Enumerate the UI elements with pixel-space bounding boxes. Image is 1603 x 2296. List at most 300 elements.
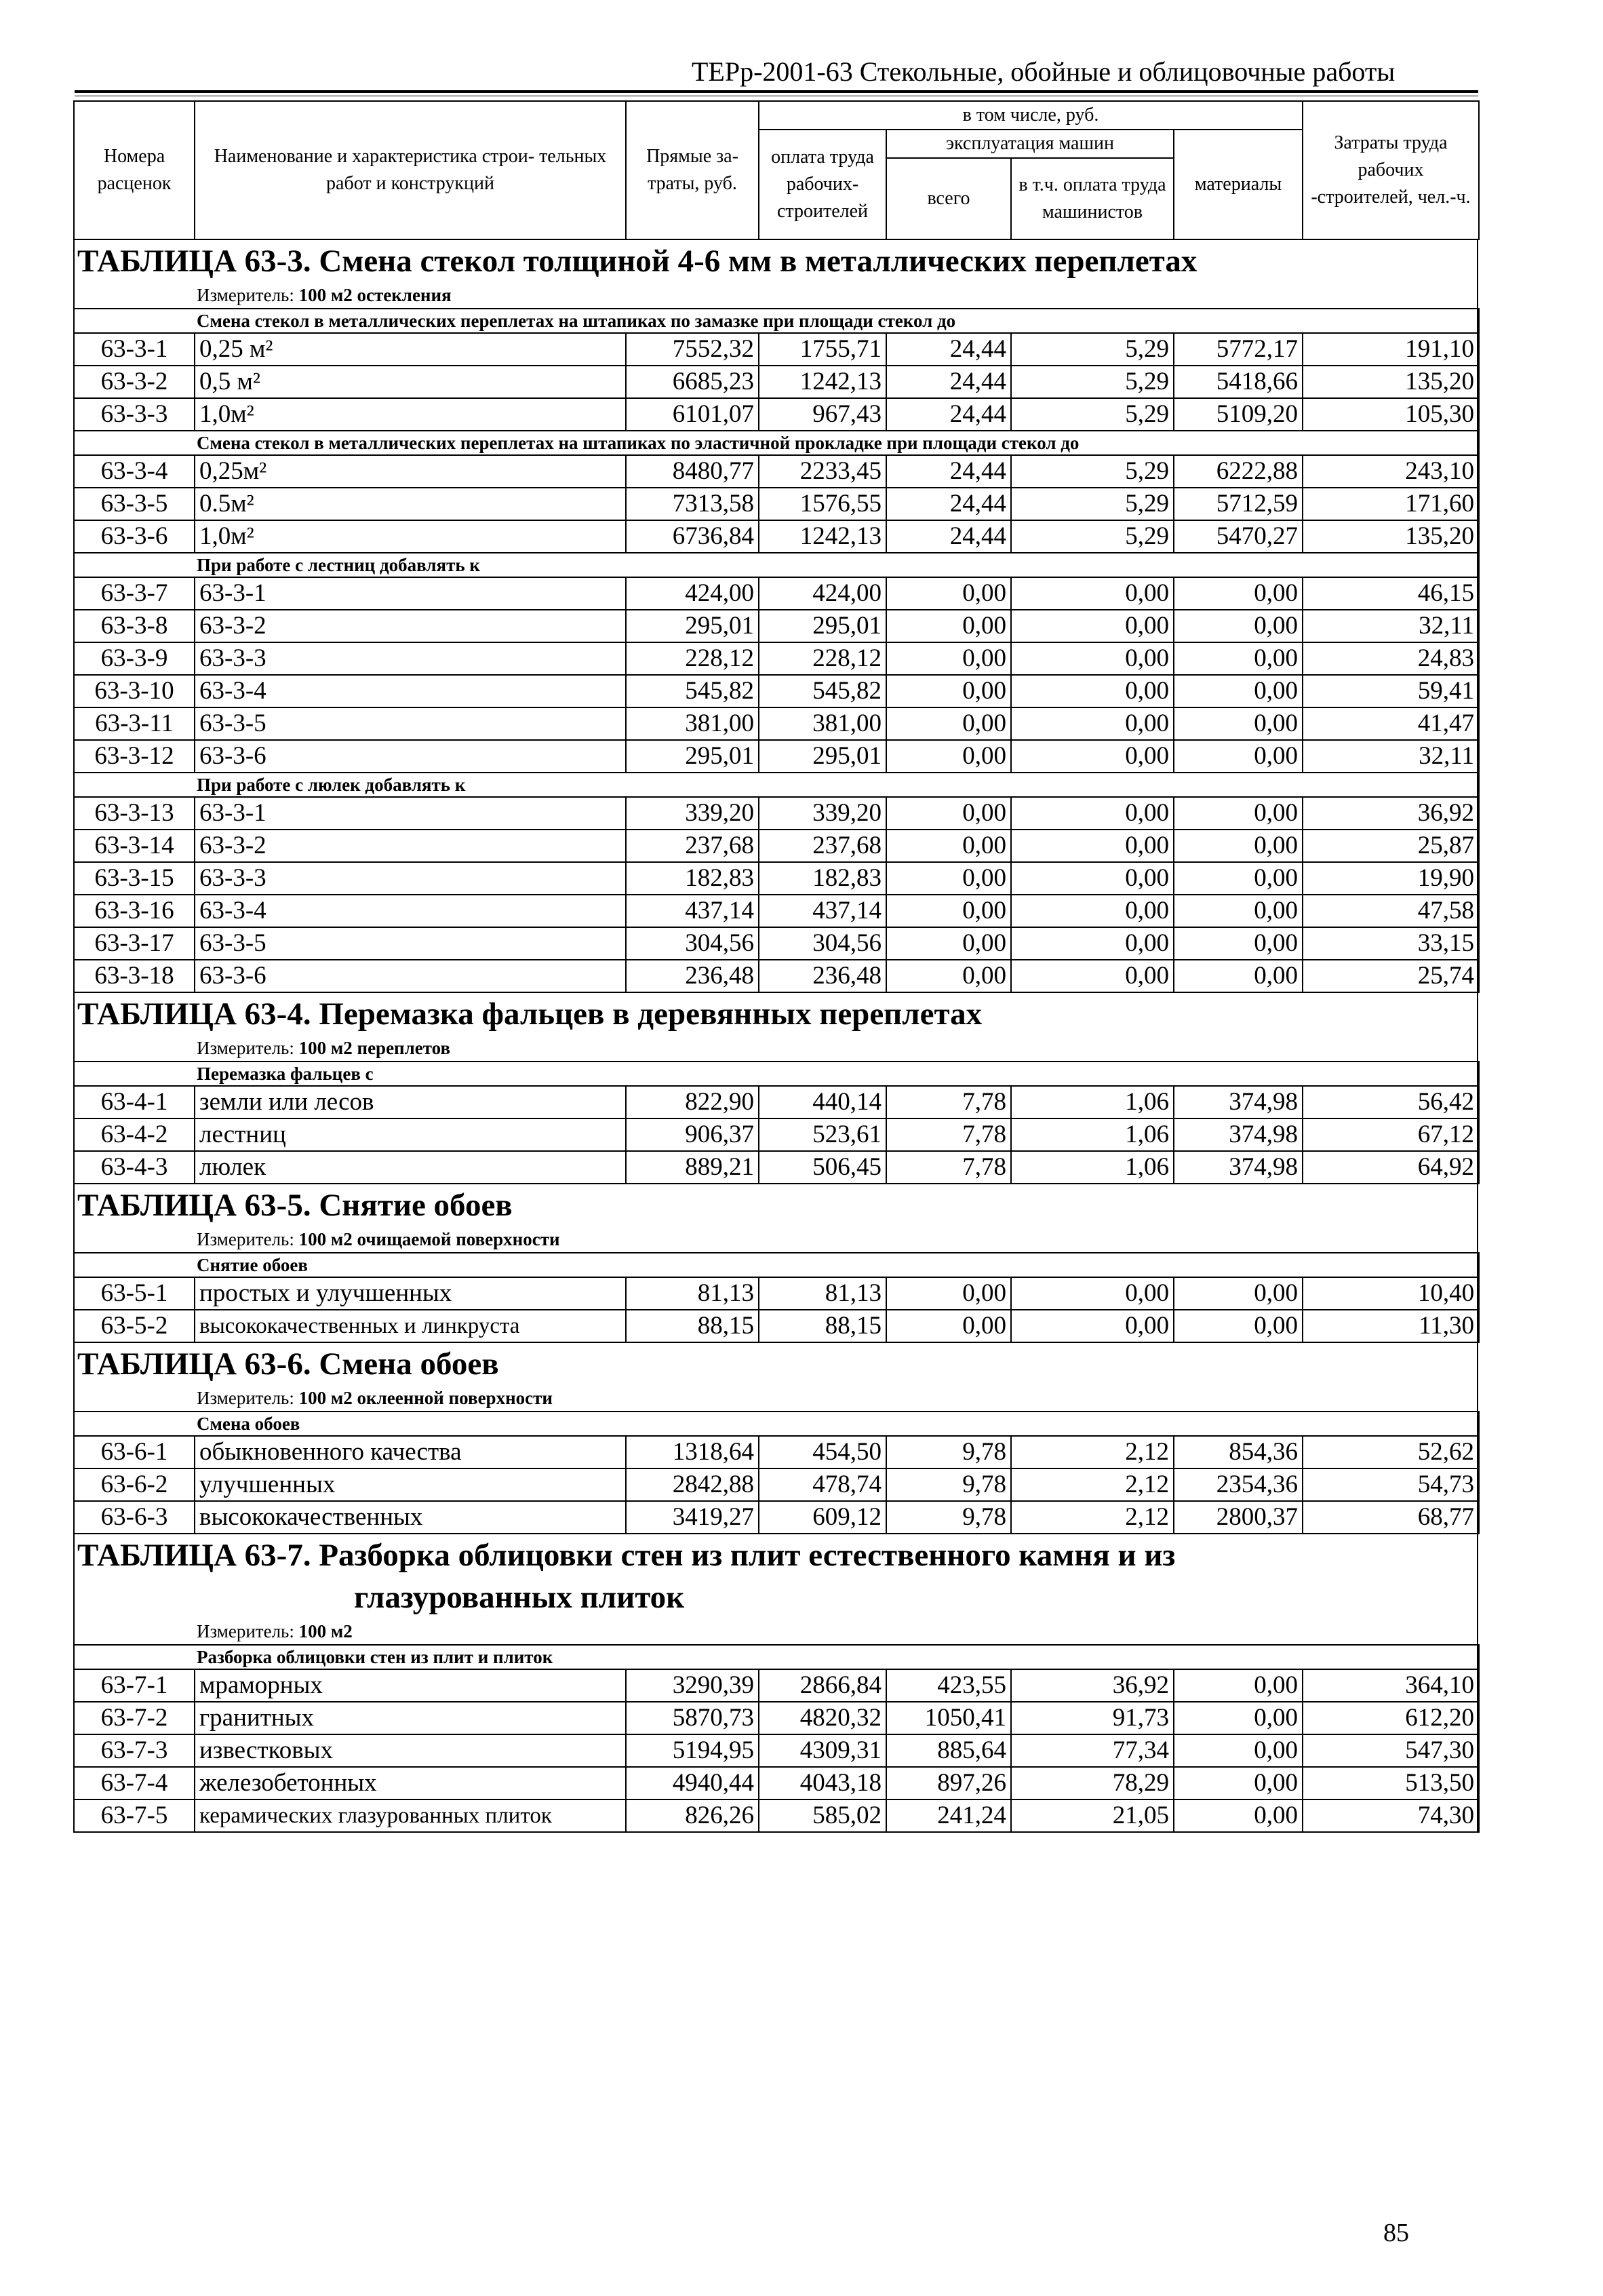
table-row: [74, 577, 1479, 610]
table-title: ТАБЛИЦА 63-5. Снятие обоев: [77, 1188, 513, 1223]
materials-cost: 5712,59: [1174, 488, 1303, 520]
direct-cost: 304,56: [626, 927, 759, 960]
labor-hours: 243,10: [1303, 455, 1479, 488]
labor-pay: 236,48: [759, 960, 886, 992]
machines-total: 9,78: [886, 1501, 1011, 1534]
machines-total: 7,78: [886, 1151, 1011, 1184]
machinist-pay: 0,00: [1011, 797, 1174, 830]
machines-total: 0,00: [886, 862, 1011, 895]
group-heading-row: [74, 431, 1479, 455]
direct-cost: 381,00: [626, 707, 759, 740]
table-section: [75, 1534, 1477, 1833]
table-row: [74, 675, 1479, 707]
work-name: обыкновенного качества: [195, 1436, 626, 1468]
machines-total: 897,26: [886, 1767, 1011, 1799]
labor-hours: 32,11: [1303, 610, 1479, 642]
measure-label: Измеритель:: [197, 1229, 299, 1249]
materials-cost: 2354,36: [1174, 1468, 1303, 1501]
rate-code: 63-3-12: [74, 740, 195, 773]
work-name: 63-3-6: [195, 960, 626, 992]
rate-code: 63-3-17: [74, 927, 195, 960]
labor-pay: 295,01: [759, 610, 886, 642]
work-name: 0,25 м²: [195, 333, 626, 366]
rate-code: 63-4-2: [74, 1118, 195, 1151]
work-name: 63-3-1: [195, 577, 626, 610]
machinist-pay: 0,00: [1011, 830, 1174, 862]
direct-cost: 6685,23: [626, 366, 759, 398]
rate-code: 63-4-1: [74, 1086, 195, 1118]
labor-pay: 1242,13: [759, 366, 886, 398]
table-row: [74, 398, 1479, 431]
materials-cost: 374,98: [1174, 1151, 1303, 1184]
rate-code: 63-3-7: [74, 577, 195, 610]
materials-cost: 0,00: [1174, 1767, 1303, 1799]
machines-total: 9,78: [886, 1468, 1011, 1501]
labor-hours: 67,12: [1303, 1118, 1479, 1151]
measure-value: 100 м2 очищаемой поверхности: [298, 1229, 560, 1249]
labor-hours: 46,15: [1303, 577, 1479, 610]
machinist-pay: 0,00: [1011, 675, 1174, 707]
rate-code: 63-6-2: [74, 1468, 195, 1501]
machines-total: 0,00: [886, 830, 1011, 862]
labor-hours: 171,60: [1303, 488, 1479, 520]
labor-pay: 506,45: [759, 1151, 886, 1184]
materials-cost: 0,00: [1174, 610, 1303, 642]
table-title: ТАБЛИЦА 63-4. Перемазка фальцев в деревянных переплетах: [77, 996, 983, 1032]
table-section: [75, 240, 1477, 993]
labor-pay: 81,13: [759, 1277, 886, 1310]
machines-total: 24,44: [886, 455, 1011, 488]
rates-table: [73, 1252, 1480, 1343]
machines-total: 7,78: [886, 1118, 1011, 1151]
work-name: 63-3-3: [195, 862, 626, 895]
labor-pay: 440,14: [759, 1086, 886, 1118]
direct-cost: 237,68: [626, 830, 759, 862]
materials-cost: 0,00: [1174, 1734, 1303, 1767]
machinist-pay: 2,12: [1011, 1468, 1174, 1501]
direct-cost: 5870,73: [626, 1702, 759, 1734]
measure-value: 100 м2 переплетов: [298, 1038, 451, 1058]
machinist-pay: 1,06: [1011, 1118, 1174, 1151]
work-name: 63-3-4: [195, 675, 626, 707]
machinist-pay: 5,29: [1011, 455, 1174, 488]
rate-code: 63-7-1: [74, 1669, 195, 1702]
work-name: 63-3-1: [195, 797, 626, 830]
table-row: [74, 1277, 1479, 1310]
rates-table: [73, 1061, 1480, 1184]
table-row: [74, 333, 1479, 366]
group-heading-row: [74, 309, 1479, 333]
machinist-pay: 5,29: [1011, 488, 1174, 520]
measure-unit: [75, 282, 1477, 308]
work-name: 63-3-2: [195, 830, 626, 862]
work-name: 63-3-5: [195, 707, 626, 740]
labor-pay: 4043,18: [759, 1767, 886, 1799]
measure-value: 100 м2: [298, 1621, 353, 1641]
machinist-pay: 1,06: [1011, 1151, 1174, 1184]
labor-hours: 612,20: [1303, 1702, 1479, 1734]
work-name: 63-3-6: [195, 740, 626, 773]
machinist-pay: 0,00: [1011, 642, 1174, 675]
direct-cost: 826,26: [626, 1799, 759, 1832]
machinist-pay: 21,05: [1011, 1799, 1174, 1832]
table-section: [75, 1343, 1477, 1534]
direct-cost: 295,01: [626, 740, 759, 773]
machinist-pay: 91,73: [1011, 1702, 1174, 1734]
table-row: [74, 1468, 1479, 1501]
rate-code: 63-5-2: [74, 1310, 195, 1342]
rate-code: 63-5-1: [74, 1277, 195, 1310]
work-name: 0,5 м²: [195, 366, 626, 398]
table-row: [74, 1118, 1479, 1151]
direct-cost: 6736,84: [626, 520, 759, 553]
labor-pay: 2233,45: [759, 455, 886, 488]
work-name: высококачественных и линкруста: [195, 1310, 626, 1342]
table-row: [74, 1151, 1479, 1184]
rate-code: 63-3-11: [74, 707, 195, 740]
work-name: 63-3-4: [195, 895, 626, 927]
group-heading-row: [74, 1253, 1479, 1277]
work-name: простых и улучшенных: [195, 1277, 626, 1310]
work-name: 1,0м²: [195, 520, 626, 553]
machines-total: 0,00: [886, 577, 1011, 610]
machinist-pay: 78,29: [1011, 1767, 1174, 1799]
table-row: [74, 1767, 1479, 1799]
rate-code: 63-3-1: [74, 333, 195, 366]
labor-hours: 41,47: [1303, 707, 1479, 740]
machines-total: 9,78: [886, 1436, 1011, 1468]
machinist-pay: 1,06: [1011, 1086, 1174, 1118]
labor-hours: 105,30: [1303, 398, 1479, 431]
labor-hours: 59,41: [1303, 675, 1479, 707]
labor-pay: 967,43: [759, 398, 886, 431]
labor-pay: 4820,32: [759, 1702, 886, 1734]
machines-total: 0,00: [886, 927, 1011, 960]
direct-cost: 4940,44: [626, 1767, 759, 1799]
materials-cost: 0,00: [1174, 707, 1303, 740]
labor-pay: 523,61: [759, 1118, 886, 1151]
labor-pay: 1755,71: [759, 333, 886, 366]
rate-code: 63-7-2: [74, 1702, 195, 1734]
rate-code: 63-3-4: [74, 455, 195, 488]
labor-pay: 304,56: [759, 927, 886, 960]
rates-table: [73, 1411, 1480, 1534]
labor-pay: 237,68: [759, 830, 886, 862]
machines-total: 0,00: [886, 642, 1011, 675]
labor-hours: 56,42: [1303, 1086, 1479, 1118]
machinist-pay: 0,00: [1011, 960, 1174, 992]
machines-total: 0,00: [886, 675, 1011, 707]
materials-cost: 374,98: [1174, 1086, 1303, 1118]
labor-pay: 454,50: [759, 1436, 886, 1468]
document-body: [73, 100, 1478, 1833]
measure-unit: [75, 1618, 1477, 1644]
labor-pay: 545,82: [759, 675, 886, 707]
machines-total: 0,00: [886, 610, 1011, 642]
materials-cost: 0,00: [1174, 1799, 1303, 1832]
direct-cost: 236,48: [626, 960, 759, 992]
rate-code: 63-7-3: [74, 1734, 195, 1767]
measure-unit: [75, 1226, 1477, 1252]
group-heading-row: [74, 773, 1479, 797]
machinist-pay: 5,29: [1011, 333, 1174, 366]
labor-pay: 228,12: [759, 642, 886, 675]
work-name: люлек: [195, 1151, 626, 1184]
table-title-continued: глазурованных плиток: [354, 1580, 685, 1615]
direct-cost: 822,90: [626, 1086, 759, 1118]
rate-code: 63-3-13: [74, 797, 195, 830]
materials-cost: 0,00: [1174, 675, 1303, 707]
table-title: ТАБЛИЦА 63-6. Смена обоев: [77, 1346, 499, 1382]
col-machines-header: эксплуатация машин: [886, 130, 1174, 158]
direct-cost: 545,82: [626, 675, 759, 707]
materials-cost: 6222,88: [1174, 455, 1303, 488]
machines-total: 0,00: [886, 797, 1011, 830]
group-heading: При работе с лестниц добавлять к: [74, 553, 1479, 577]
table-row: [74, 960, 1479, 992]
table-row: [74, 797, 1479, 830]
col-machines-total-header: всего: [886, 158, 1011, 239]
work-name: высококачественных: [195, 1501, 626, 1534]
labor-hours: 52,62: [1303, 1436, 1479, 1468]
labor-hours: 11,30: [1303, 1310, 1479, 1342]
materials-cost: 0,00: [1174, 960, 1303, 992]
rate-code: 63-3-15: [74, 862, 195, 895]
table-row: [74, 1086, 1479, 1118]
machines-total: 24,44: [886, 398, 1011, 431]
machines-total: 24,44: [886, 366, 1011, 398]
group-heading: При работе с люлек добавлять к: [74, 773, 1479, 797]
measure-label: Измеритель:: [197, 1038, 299, 1058]
work-name: железобетонных: [195, 1767, 626, 1799]
labor-hours: 33,15: [1303, 927, 1479, 960]
materials-cost: 854,36: [1174, 1436, 1303, 1468]
table-row: [74, 1702, 1479, 1734]
measure-value: 100 м2 оклеенной поверхности: [298, 1388, 553, 1408]
measure-label: Измеритель:: [197, 285, 299, 305]
machinist-pay: 5,29: [1011, 366, 1174, 398]
page-number: 85: [1383, 2219, 1409, 2247]
labor-hours: 135,20: [1303, 520, 1479, 553]
labor-pay: 585,02: [759, 1799, 886, 1832]
direct-cost: 2842,88: [626, 1468, 759, 1501]
machinist-pay: 0,00: [1011, 610, 1174, 642]
labor-hours: 25,74: [1303, 960, 1479, 992]
rate-code: 63-3-6: [74, 520, 195, 553]
machinist-pay: 5,29: [1011, 520, 1174, 553]
materials-cost: 5772,17: [1174, 333, 1303, 366]
group-heading: Смена обоев: [74, 1412, 1479, 1436]
labor-pay: 1242,13: [759, 520, 886, 553]
labor-hours: 25,87: [1303, 830, 1479, 862]
machines-total: 7,78: [886, 1086, 1011, 1118]
group-heading-row: [74, 1645, 1479, 1669]
labor-hours: 68,77: [1303, 1501, 1479, 1534]
work-name: земли или лесов: [195, 1086, 626, 1118]
labor-pay: 381,00: [759, 707, 886, 740]
rate-code: 63-6-1: [74, 1436, 195, 1468]
group-heading: Смена стекол в металлических переплетах на штапиках по замазке при площади стекол до: [74, 309, 1479, 333]
measure-value: 100 м2 остекления: [298, 285, 452, 305]
table-row: [74, 1734, 1479, 1767]
machinist-pay: 2,12: [1011, 1436, 1174, 1468]
machines-total: 24,44: [886, 333, 1011, 366]
materials-cost: 0,00: [1174, 1277, 1303, 1310]
header-rule: [75, 90, 1478, 93]
measure-unit: [75, 1035, 1477, 1061]
machinist-pay: 0,00: [1011, 577, 1174, 610]
labor-pay: 478,74: [759, 1468, 886, 1501]
col-labor-cost-header: Затраты труда рабочих -строителей, чел.-ч.: [1303, 101, 1479, 239]
direct-cost: 437,14: [626, 895, 759, 927]
direct-cost: 295,01: [626, 610, 759, 642]
machines-total: 0,00: [886, 895, 1011, 927]
measure-unit: [75, 1385, 1477, 1411]
machines-total: 0,00: [886, 707, 1011, 740]
labor-hours: 191,10: [1303, 333, 1479, 366]
col-materials-header: материалы: [1174, 130, 1303, 239]
machinist-pay: 5,29: [1011, 398, 1174, 431]
table-row: [74, 1799, 1479, 1832]
group-heading-row: [74, 1062, 1479, 1086]
group-heading: Разборка облицовки стен из плит и плиток: [74, 1645, 1479, 1669]
machines-total: 1050,41: [886, 1702, 1011, 1734]
table-row: [74, 642, 1479, 675]
machines-total: 423,55: [886, 1669, 1011, 1702]
machinist-pay: 0,00: [1011, 927, 1174, 960]
rates-table: [73, 1644, 1480, 1833]
labor-hours: 74,30: [1303, 1799, 1479, 1832]
machines-total: 24,44: [886, 520, 1011, 553]
direct-cost: 228,12: [626, 642, 759, 675]
table-row: [74, 1436, 1479, 1468]
direct-cost: 88,15: [626, 1310, 759, 1342]
direct-cost: 7552,32: [626, 333, 759, 366]
labor-hours: 547,30: [1303, 1734, 1479, 1767]
materials-cost: 0,00: [1174, 1702, 1303, 1734]
table-row: [74, 1501, 1479, 1534]
direct-cost: 3290,39: [626, 1669, 759, 1702]
rate-code: 63-4-3: [74, 1151, 195, 1184]
measure-label: Измеритель:: [197, 1388, 299, 1408]
table-row: [74, 520, 1479, 553]
table-row: [74, 488, 1479, 520]
materials-cost: 0,00: [1174, 740, 1303, 773]
labor-hours: 32,11: [1303, 740, 1479, 773]
rate-code: 63-3-8: [74, 610, 195, 642]
col-direct-header: Прямые за- траты, руб.: [626, 101, 759, 239]
labor-hours: 364,10: [1303, 1669, 1479, 1702]
direct-cost: 5194,95: [626, 1734, 759, 1767]
table-row: [74, 927, 1479, 960]
rate-code: 63-3-18: [74, 960, 195, 992]
machines-total: 0,00: [886, 740, 1011, 773]
labor-hours: 47,58: [1303, 895, 1479, 927]
machinist-pay: 77,34: [1011, 1734, 1174, 1767]
materials-cost: 0,00: [1174, 797, 1303, 830]
machines-total: 0,00: [886, 1277, 1011, 1310]
machinist-pay: 0,00: [1011, 895, 1174, 927]
col-code-header: Номера расценок: [74, 101, 195, 239]
labor-hours: 10,40: [1303, 1277, 1479, 1310]
machines-total: 0,00: [886, 1310, 1011, 1342]
col-incl-header: в том числе, руб.: [759, 101, 1303, 130]
group-heading-row: [74, 553, 1479, 577]
materials-cost: 374,98: [1174, 1118, 1303, 1151]
rate-code: 63-7-4: [74, 1767, 195, 1799]
work-name: 0,25м²: [195, 455, 626, 488]
table-section: [75, 1184, 1477, 1343]
table-row: [74, 1669, 1479, 1702]
group-heading: Перемазка фальцев с: [74, 1062, 1479, 1086]
column-header-table: [73, 100, 1480, 240]
rate-code: 63-3-10: [74, 675, 195, 707]
rate-code: 63-3-9: [74, 642, 195, 675]
labor-pay: 339,20: [759, 797, 886, 830]
labor-pay: 424,00: [759, 577, 886, 610]
materials-cost: 0,00: [1174, 1669, 1303, 1702]
labor-hours: 36,92: [1303, 797, 1479, 830]
group-heading: Смена стекол в металлических переплетах на штапиках по эластичной прокладке при площади стекол до: [74, 431, 1479, 455]
page-header: ТЕРр-2001-63 Стекольные, обойные и облицовочные работы: [692, 56, 1396, 87]
work-name: 1,0м²: [195, 398, 626, 431]
tables-container: [73, 240, 1478, 1833]
table-row: [74, 740, 1479, 773]
direct-cost: 906,37: [626, 1118, 759, 1151]
table-row: [74, 1310, 1479, 1342]
work-name: 63-3-5: [195, 927, 626, 960]
machinist-pay: 2,12: [1011, 1501, 1174, 1534]
labor-hours: 64,92: [1303, 1151, 1479, 1184]
table-row: [74, 610, 1479, 642]
direct-cost: 7313,58: [626, 488, 759, 520]
rate-code: 63-3-2: [74, 366, 195, 398]
machinist-pay: 0,00: [1011, 707, 1174, 740]
work-name: керамических глазурованных плиток: [195, 1799, 626, 1832]
labor-pay: 4309,31: [759, 1734, 886, 1767]
direct-cost: 3419,27: [626, 1501, 759, 1534]
group-heading-row: [74, 1412, 1479, 1436]
labor-pay: 2866,84: [759, 1669, 886, 1702]
rate-code: 63-3-16: [74, 895, 195, 927]
rates-table: [73, 308, 1480, 993]
labor-hours: 513,50: [1303, 1767, 1479, 1799]
labor-pay: 1576,55: [759, 488, 886, 520]
work-name: лестниц: [195, 1118, 626, 1151]
work-name: 63-3-3: [195, 642, 626, 675]
rate-code: 63-7-5: [74, 1799, 195, 1832]
materials-cost: 5109,20: [1174, 398, 1303, 431]
measure-label: Измеритель:: [197, 1621, 299, 1641]
direct-cost: 424,00: [626, 577, 759, 610]
materials-cost: 0,00: [1174, 1310, 1303, 1342]
machinist-pay: 0,00: [1011, 1277, 1174, 1310]
direct-cost: 6101,07: [626, 398, 759, 431]
work-name: 63-3-2: [195, 610, 626, 642]
machinist-pay: 0,00: [1011, 740, 1174, 773]
materials-cost: 5418,66: [1174, 366, 1303, 398]
labor-hours: 19,90: [1303, 862, 1479, 895]
materials-cost: 0,00: [1174, 642, 1303, 675]
work-name: улучшенных: [195, 1468, 626, 1501]
col-name-header: Наименование и характеристика строи- тельных работ и конструкций: [195, 101, 626, 239]
table-row: [74, 862, 1479, 895]
materials-cost: 0,00: [1174, 830, 1303, 862]
labor-pay: 609,12: [759, 1501, 886, 1534]
machines-total: 241,24: [886, 1799, 1011, 1832]
labor-pay: 295,01: [759, 740, 886, 773]
work-name: известковых: [195, 1734, 626, 1767]
